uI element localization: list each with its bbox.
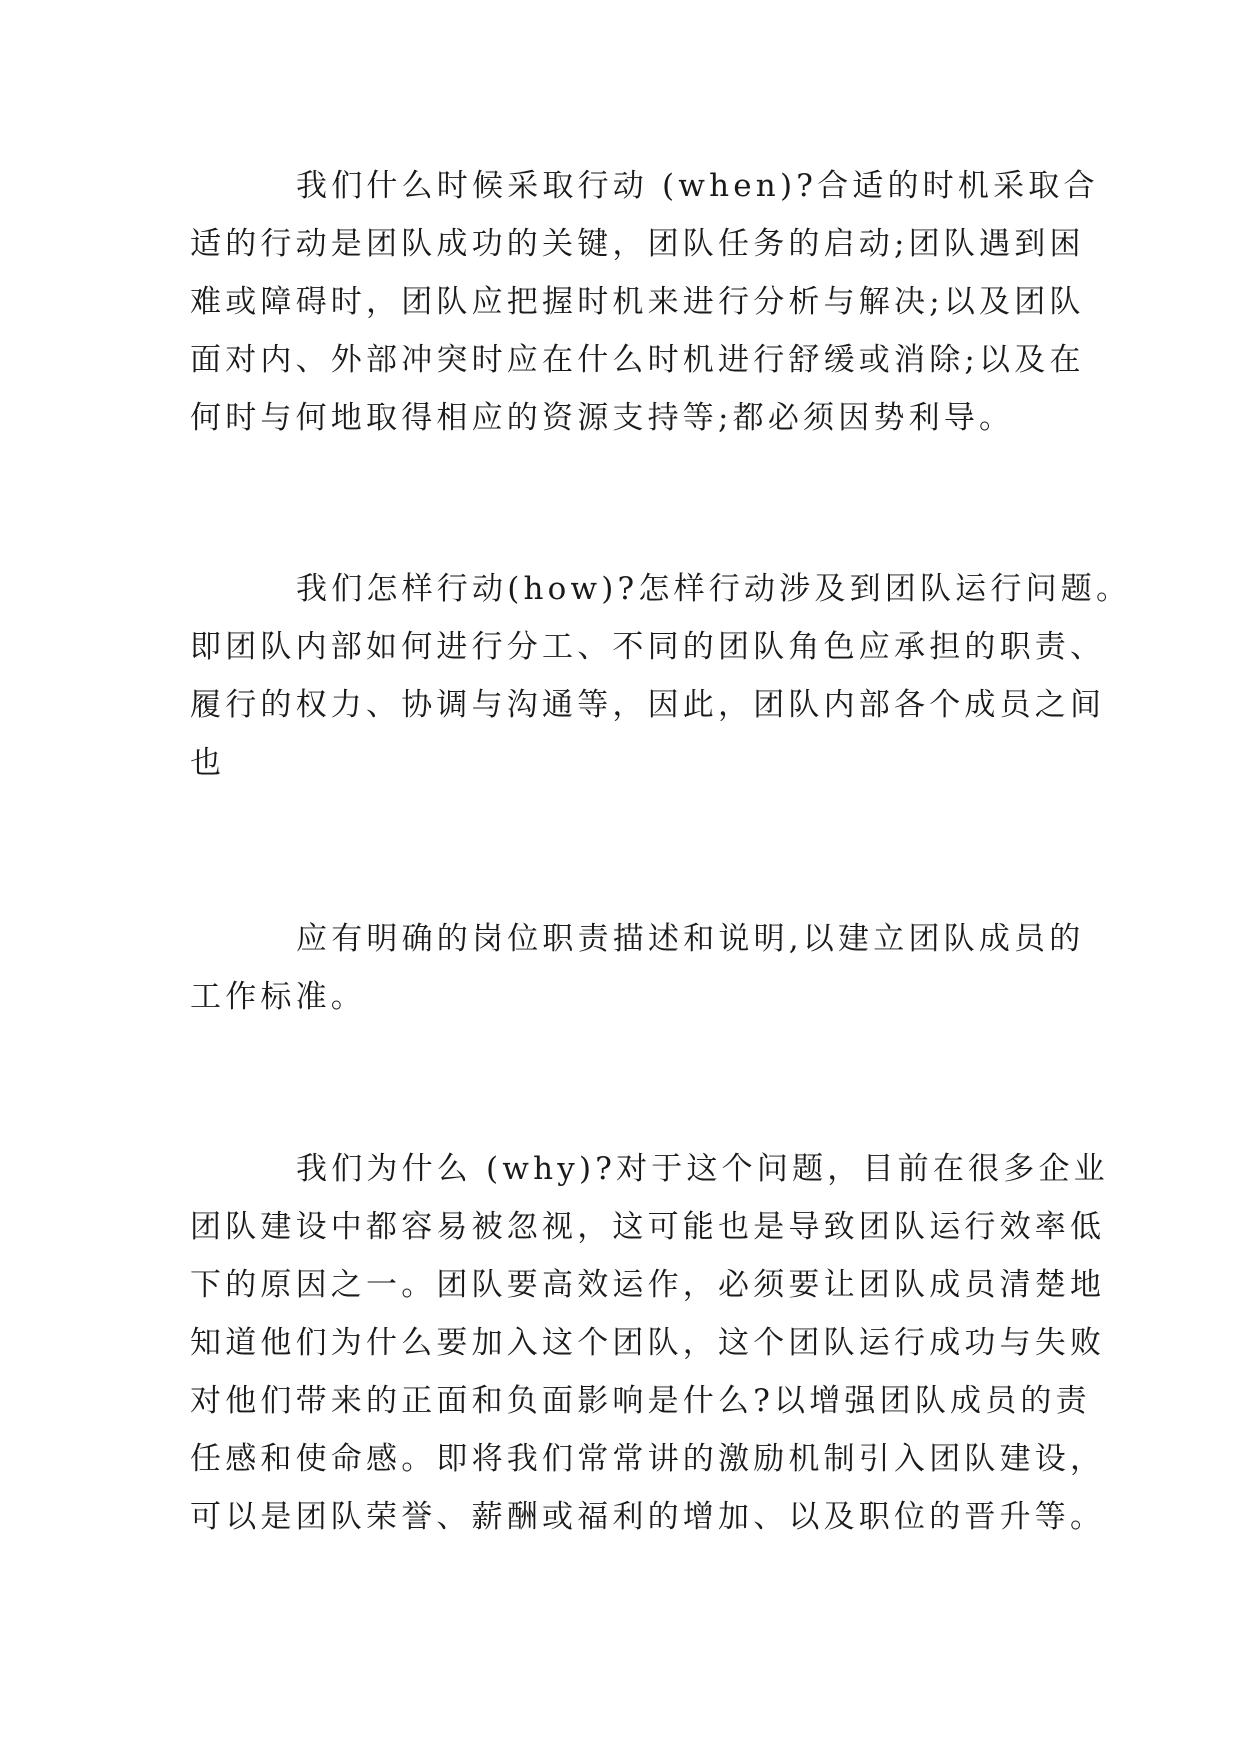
paragraph-line: 团队建设中都容易被忽视，这可能也是导致团队运行效率低 — [190, 1209, 1106, 1245]
paragraph-when — [190, 157, 1099, 447]
paragraph-line: 下的原因之一。团队要高效运作，必须要让团队成员清楚地 — [190, 1267, 1106, 1303]
paragraph-line: 对他们带来的正面和负面影响是什么?以增强团队成员的责 — [190, 1383, 1091, 1419]
paragraph-how — [190, 560, 1132, 792]
paragraph-line: 履行的权力、协调与沟通等，因此，团队内部各个成员之间 — [190, 687, 1106, 723]
paragraph-line: 即团队内部如何进行分工、不同的团队角色应承担的职责、 — [190, 629, 1106, 665]
paragraph-standards — [190, 910, 1085, 1026]
paragraph-line: 我们为什么 (why)?对于这个问题，目前在很多企业 — [296, 1151, 1109, 1187]
paragraph-line: 任感和使命感。即将我们常常讲的激励机制引入团队建设， — [190, 1441, 1106, 1477]
paragraph-why — [190, 1140, 1109, 1546]
paragraph-line: 知道他们为什么要加入这个团队，这个团队运行成功与失败 — [190, 1325, 1106, 1361]
paragraph-line: 适的行动是团队成功的关键，团队任务的启动;团队遇到困 — [190, 226, 1085, 262]
paragraph-line: 我们什么时候采取行动 (when)?合适的时机采取合 — [296, 168, 1099, 204]
paragraph-line: 可以是团队荣誉、薪酬或福利的增加、以及职位的晋升等。 — [190, 1499, 1106, 1535]
paragraph-line: 应有明确的岗位职责描述和说明,以建立团队成员的 — [296, 921, 1085, 957]
paragraph-line: 何时与何地取得相应的资源支持等;都必须因势利导。 — [190, 400, 1015, 436]
paragraph-line: 我们怎样行动(how)?怎样行动涉及到团队运行问题。 — [296, 571, 1132, 607]
paragraph-line: 也 — [190, 745, 226, 781]
paragraph-line: 面对内、外部冲突时应在什么时机进行舒缓或消除;以及在 — [190, 342, 1085, 378]
paragraph-line: 难或障碍时，团队应把握时机来进行分析与解决;以及团队 — [190, 284, 1085, 320]
paragraph-line: 工作标准。 — [190, 979, 366, 1015]
